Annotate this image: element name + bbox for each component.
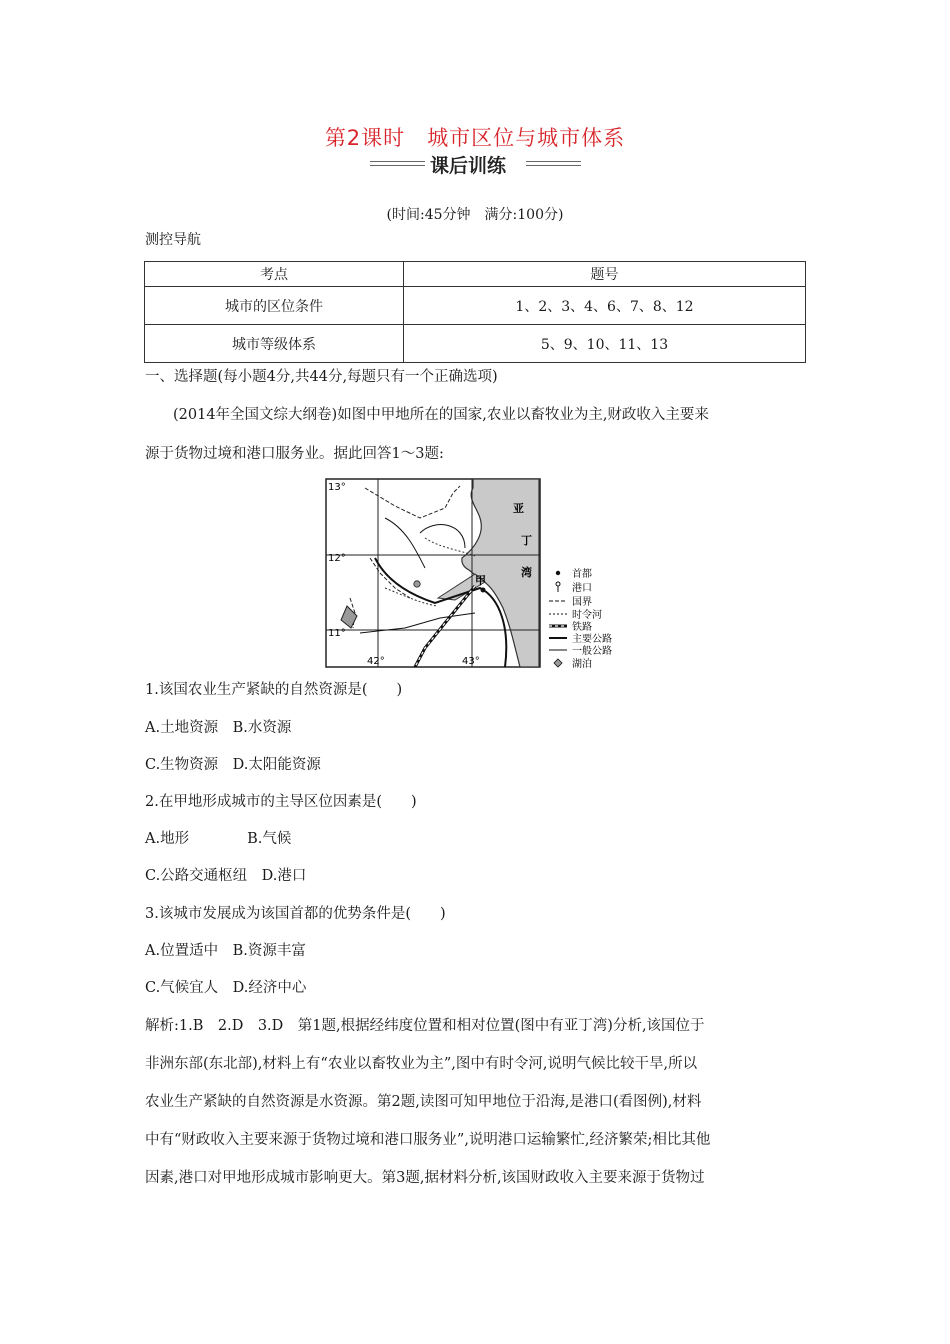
question-options: C.气候宜人 D.经济中心 [145,980,307,996]
capital-legend-icon [556,571,560,575]
lake-legend-icon [554,659,562,667]
map-legend [549,567,612,670]
map-svg [325,478,625,670]
subtitle-right-rule [526,161,581,166]
legend-label: 一般公路 [572,646,612,657]
question-options: A.位置适中 B.资源丰富 [145,943,306,959]
table-row [145,325,806,363]
map-figure [325,478,625,670]
question-options: C.公路交通枢纽 D.港口 [145,868,307,884]
table-cell: 城市等级体系 [145,325,404,363]
lesson-name: 城市区位与城市体系 [427,126,626,150]
legend-label: 湖泊 [572,659,592,670]
table-header-row [145,262,806,287]
gulf-label: 湾 [521,566,532,579]
lat-label: 13° [328,482,346,493]
port-legend-icon [556,582,560,592]
legend-label: 主要公路 [572,634,612,645]
lesson-title [0,122,950,152]
intro-line: 源于货物过境和港口服务业。据此回答1～3题: [145,446,444,462]
place-label: 甲 [475,574,486,587]
gulf-label: 丁 [521,534,532,547]
table-cell: 1、2、3、4、6、7、8、12 [404,287,806,325]
analysis-line: 非洲东部(东北部),材料上有“农业以畜牧业为主”,图中有时令河,说明气候比较干旱,所以 [145,1056,698,1072]
table-cell: 5、9、10、11、13 [404,325,806,363]
intro-line: (2014年全国文综大纲卷)如图中甲地所在的国家,农业以畜牧业为主,财政收入主要来 [173,407,709,423]
question-stem: 3.该城市发展成为该国首都的优势条件是( ) [145,906,446,922]
legend-label: 时令河 [572,610,602,621]
nav-title: 测控导航 [145,232,201,248]
lesson-number: 第2课时 [324,126,406,150]
table-cell: 城市的区位条件 [145,287,404,325]
table-header-cell: 考点 [145,262,404,287]
analysis-line: 中有“财政收入主要来源于货物过境和港口服务业”,说明港口运输繁忙,经济繁荣;相比其他 [145,1132,711,1148]
lat-label: 12° [328,553,346,564]
question-options: A.地形 B.气候 [145,831,292,847]
lake [414,581,420,587]
legend-label: 国界 [572,597,592,608]
subtitle: 课后训练 [430,155,507,177]
analysis-line: 解析:1.B 2.D 3.D 第1题,根据经纬度位置和相对位置(图中有亚丁湾)分析,该国位于 [145,1018,705,1034]
capital-marker [481,588,486,593]
lon-label: 43° [462,656,480,667]
legend-label: 铁路 [572,622,592,633]
legend-label: 港口 [572,583,592,594]
question-stem: 1.该国农业生产紧缺的自然资源是( ) [145,682,403,698]
analysis-line: 因素,港口对甲地形成城市影响更大。第3题,据材料分析,该国财政收入主要来源于货物过 [145,1170,705,1186]
lat-label: 11° [328,628,346,639]
lon-label: 42° [367,656,385,667]
gulf-label: 亚 [513,502,524,515]
question-stem: 2.在甲地形成城市的主导区位因素是( ) [145,794,417,810]
section-heading: 一、选择题(每小题4分,共44分,每题只有一个正确选项) [145,369,498,385]
subtitle-banner [0,151,950,177]
time-info: (时间:45分钟 满分:100分) [386,207,564,223]
legend-label: 首都 [572,569,592,580]
subtitle-left-rule [370,161,425,166]
question-options: C.生物资源 D.太阳能资源 [145,757,321,773]
table-header-cell: 题号 [404,262,806,287]
table-row [145,287,806,325]
analysis-line: 农业生产紧缺的自然资源是水资源。第2题,读图可知甲地位于沿海,是港口(看图例),材料 [145,1094,702,1110]
question-options: A.土地资源 B.水资源 [145,720,292,736]
nav-table [144,261,806,363]
